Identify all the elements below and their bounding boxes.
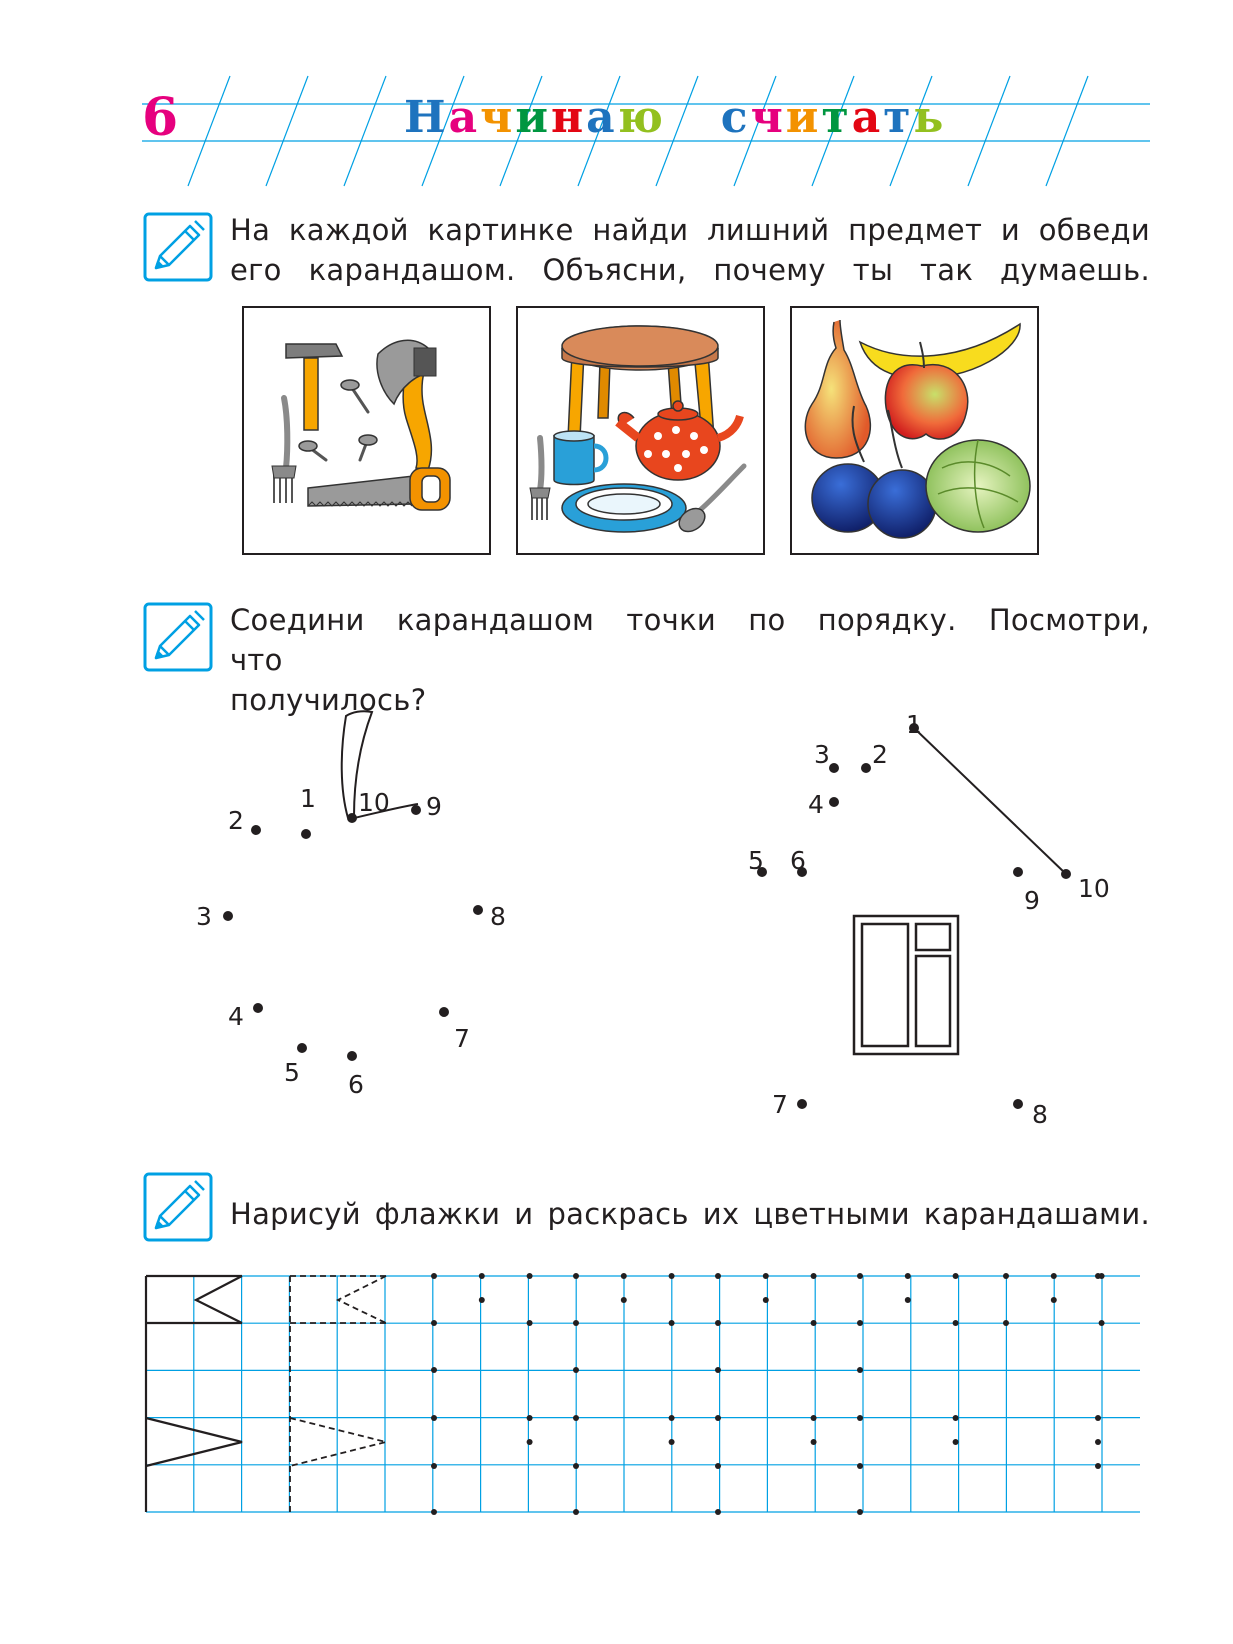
grid-guide-dot <box>857 1273 863 1279</box>
grid-guide-dot <box>1003 1320 1009 1326</box>
title-letter: ч <box>480 92 516 143</box>
grid-guide-dot <box>1051 1297 1057 1303</box>
title-letter: и <box>515 92 551 143</box>
grid-guide-dot <box>715 1509 721 1515</box>
grid-guide-dot <box>715 1273 721 1279</box>
grid-guide-dot <box>1095 1439 1101 1445</box>
puzzle-dot-label: 9 <box>426 792 442 821</box>
grid-guide-dot <box>431 1415 437 1421</box>
grid-guide-dot <box>811 1415 817 1421</box>
title-letter: а <box>448 92 481 143</box>
puzzle-dot-label: 10 <box>1078 874 1110 903</box>
grid-guide-dot <box>953 1415 959 1421</box>
puzzle-dot-label: 6 <box>790 846 806 875</box>
grid-guide-dot <box>1003 1273 1009 1279</box>
puzzle-dot-label: 4 <box>808 790 824 819</box>
grid-guide-dot <box>621 1297 627 1303</box>
grid-guide-dot <box>811 1439 817 1445</box>
grid-guide-dot <box>479 1273 485 1279</box>
task2-line-1: Соедини карандашом точки по порядку. Посмотри, <box>230 603 1150 637</box>
title-letter: а <box>851 92 884 143</box>
puzzle-dot-label: 1 <box>906 710 922 739</box>
puzzle-dot-label: 6 <box>348 1070 364 1099</box>
title-letter: ч <box>750 92 786 143</box>
grid-guide-dot <box>669 1320 675 1326</box>
grid-guide-dot <box>953 1320 959 1326</box>
grid-guide-dot <box>905 1273 911 1279</box>
puzzle-dot-label: 4 <box>228 1002 244 1031</box>
grid-guide-dot <box>669 1415 675 1421</box>
page-number: 6 <box>142 87 179 148</box>
grid-guide-dot <box>1095 1273 1101 1279</box>
grid-guide-dot <box>715 1367 721 1373</box>
grid-guide-dot <box>669 1439 675 1445</box>
puzzle-dot-label: 8 <box>490 902 506 931</box>
grid-guide-dot <box>1051 1273 1057 1279</box>
grid-guide-dot <box>811 1273 817 1279</box>
grid-guide-dot <box>857 1367 863 1373</box>
task1-line-1: На каждой картинке найди лишний предмет и обведи <box>230 213 1150 247</box>
title-letter: Н <box>404 92 449 143</box>
grid-guide-dot <box>763 1273 769 1279</box>
grid-guide-dot <box>527 1439 533 1445</box>
grid-guide-dot <box>763 1297 769 1303</box>
grid-guide-dot <box>431 1273 437 1279</box>
grid-guide-dot <box>857 1320 863 1326</box>
puzzle-dot-label: 2 <box>872 740 888 769</box>
puzzle-dot-label: 9 <box>1024 886 1040 915</box>
grid-guide-dot <box>1095 1463 1101 1469</box>
grid-guide-dot <box>431 1367 437 1373</box>
grid-guide-dot <box>669 1273 675 1279</box>
title-letter: и <box>785 92 822 143</box>
title-letter: ю <box>617 92 666 143</box>
task1-line-2: его карандашом. Объясни, почему ты так думаешь. <box>230 253 1150 287</box>
grid-guide-dot <box>857 1463 863 1469</box>
grid-guide-dot <box>715 1463 721 1469</box>
grid-guide-dot <box>573 1367 579 1373</box>
grid-guide-dot <box>573 1463 579 1469</box>
grid-guide-dot <box>953 1439 959 1445</box>
grid-guide-dot <box>527 1415 533 1421</box>
grid-guide-dot <box>573 1320 579 1326</box>
task3-line-1: Нарисуй флажки и раскрась их цветными карандашами. <box>230 1197 1150 1231</box>
grid-guide-dot <box>431 1320 437 1326</box>
puzzle-dot-label: 8 <box>1032 1100 1048 1129</box>
grid-guide-dot <box>1095 1415 1101 1421</box>
puzzle-dot-label: 7 <box>772 1090 788 1119</box>
title-letter: ь <box>913 92 947 143</box>
puzzle-dot-label: 1 <box>300 784 316 813</box>
puzzle-dot-label: 2 <box>228 806 244 835</box>
title-letter: н <box>550 92 587 143</box>
puzzle-dot-label: 5 <box>284 1058 300 1087</box>
grid-guide-dot <box>1099 1320 1105 1326</box>
grid-guide-dot <box>527 1320 533 1326</box>
title-letter: а <box>586 92 618 143</box>
grid-guide-dot <box>431 1509 437 1515</box>
puzzle-dot-label: 7 <box>454 1024 470 1053</box>
title-letter: с <box>720 92 751 143</box>
grid-guide-dot <box>573 1415 579 1421</box>
puzzle-dot-label: 10 <box>358 788 390 817</box>
grid-guide-dot <box>621 1273 627 1279</box>
grid-guide-dot <box>527 1273 533 1279</box>
grid-guide-dot <box>715 1320 721 1326</box>
grid-guide-dot <box>479 1297 485 1303</box>
puzzle-dot-label: 5 <box>748 846 764 875</box>
grid-guide-dot <box>857 1415 863 1421</box>
title-letter: т <box>883 92 914 143</box>
puzzle-dot-label: 3 <box>814 740 830 769</box>
grid-guide-dot <box>953 1273 959 1279</box>
grid-guide-dot <box>905 1297 911 1303</box>
grid-guide-dot <box>811 1320 817 1326</box>
grid-guide-dot <box>573 1273 579 1279</box>
grid-guide-dot <box>857 1509 863 1515</box>
puzzle-dot-label: 3 <box>196 902 212 931</box>
grid-guide-dot <box>573 1509 579 1515</box>
grid-guide-dot <box>715 1415 721 1421</box>
task2-line-2: что получилось? <box>230 643 427 717</box>
title-letter: т <box>821 92 852 143</box>
grid-guide-dot <box>431 1463 437 1469</box>
